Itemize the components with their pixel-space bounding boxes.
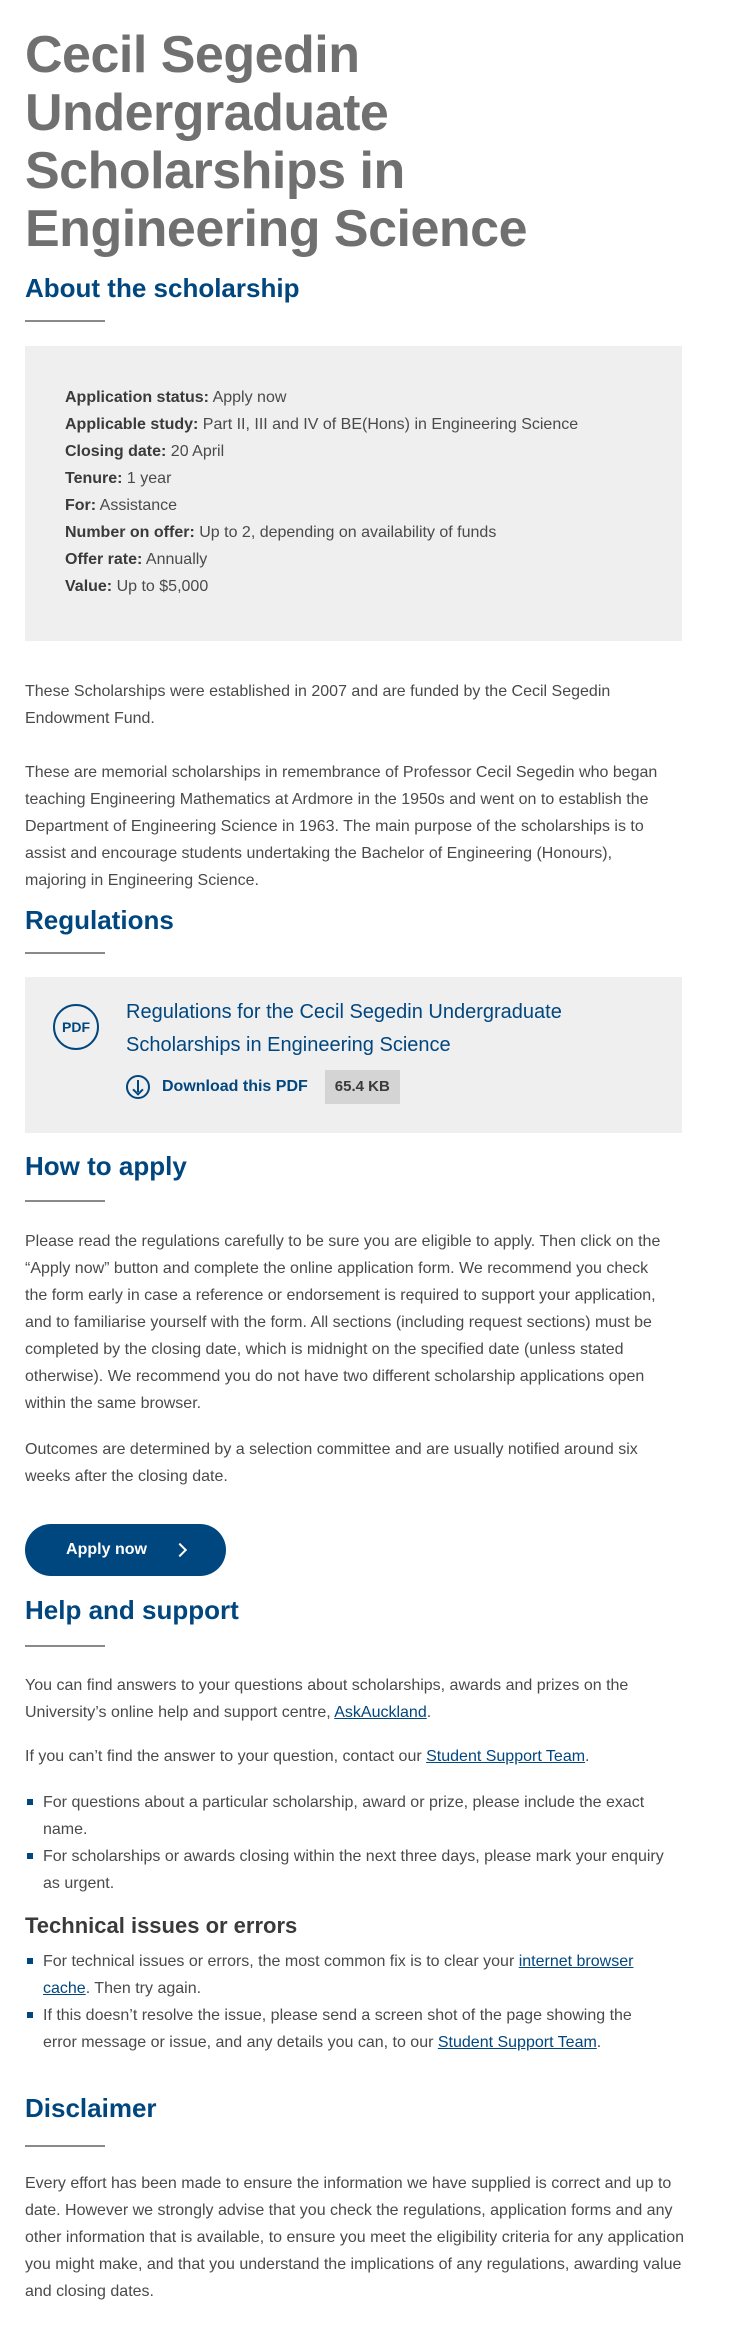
page-title: Cecil Segedin Undergraduate Scholarships in Engineering Science bbox=[25, 26, 527, 258]
scholarship-details-box bbox=[25, 346, 682, 641]
disclaimer-divider bbox=[25, 2145, 105, 2147]
list-item: For scholarships or awards closing within the next three days, please mark your enquiry as urgent. bbox=[25, 1843, 670, 1897]
detail-tenure: Tenure: 1 year bbox=[65, 470, 172, 487]
file-size-badge: 65.4 KB bbox=[325, 1070, 400, 1104]
detail-application-status: Application status: Apply now bbox=[65, 389, 287, 406]
help-divider bbox=[25, 1645, 105, 1647]
browser-cache-link[interactable]: internet browser cache bbox=[43, 1953, 634, 1997]
download-pdf-label: Download this PDF bbox=[162, 1078, 308, 1095]
regulations-divider bbox=[25, 952, 105, 954]
apply-now-label: Apply now bbox=[66, 1541, 147, 1558]
student-support-link[interactable]: Student Support Team bbox=[426, 1748, 586, 1765]
detail-applicable-study: Applicable study: Part II, III and IV of BE(Hons) in Engineering Science bbox=[65, 416, 579, 433]
disclaimer-heading: Disclaimer bbox=[25, 2093, 157, 2123]
how-to-apply-heading: How to apply bbox=[25, 1151, 187, 1181]
how-to-apply-paragraph-2: Outcomes are determined by a selection committee and are usually notified around six weeks after the closing date. bbox=[25, 1441, 638, 1485]
apply-now-button[interactable] bbox=[25, 1524, 226, 1576]
detail-offer-rate: Offer rate: Annually bbox=[65, 551, 208, 568]
detail-value: Value: Up to $5,000 bbox=[65, 578, 209, 595]
how-to-apply-paragraph-1: Please read the regulations carefully to be sure you are eligible to apply. Then click on the “Apply now” button and complete the online application form. We recommend you check the form early in case a reference or endorsement is required to support your application, and to familiarise yourself with the form. All sections (including request sections) must be completed by the closing date, which is midnight on the specified date (unless stated otherwise). We recommend you do not have two different scholarship applications open within the same browser. bbox=[25, 1233, 661, 1412]
technical-issues-heading: Technical issues or errors bbox=[25, 1913, 298, 1938]
regulations-document-link[interactable]: Regulations for the Cecil Segedin Undergraduate Scholarships in Engineering Science bbox=[126, 1001, 562, 1056]
help-heading: Help and support bbox=[25, 1595, 239, 1625]
download-pdf-link[interactable] bbox=[126, 1070, 400, 1104]
about-divider bbox=[25, 320, 105, 322]
about-paragraph-1: These Scholarships were established in 2007 and are funded by the Cecil Segedin Endowment Fund. bbox=[25, 683, 611, 727]
regulations-pdf-card bbox=[25, 977, 682, 1133]
detail-number-on-offer: Number on offer: Up to 2, depending on availability of funds bbox=[65, 524, 497, 541]
about-heading: About the scholarship bbox=[25, 273, 300, 303]
chevron-right-icon bbox=[173, 1543, 187, 1557]
disclaimer-text: Every effort has been made to ensure the information we have supplied is correct and up to date. However we strongly advise that you check the regulations, application forms and any other information that is available, to ensure you meet the eligibility criteria for any application you might make, and that you understand the implications of any regulations, awarding value and closing dates. bbox=[25, 2175, 685, 2300]
pdf-icon: PDF bbox=[53, 1004, 99, 1050]
detail-for: For: Assistance bbox=[65, 497, 178, 514]
help-paragraph-1: You can find answers to your questions about scholarships, awards and prizes on the University’s online help and support centre, AskAuckland. bbox=[25, 1677, 629, 1721]
list-item: If this doesn’t resolve the issue, please send a screen shot of the page showing the error message or issue, and any details you can, to our Student Support Team. bbox=[25, 2002, 670, 2056]
about-paragraph-2: These are memorial scholarships in remembrance of Professor Cecil Segedin who began teaching Engineering Mathematics at Ardmore in the 1950s and went on to establish the Department of Engineering Science in 1963. The main purpose of the scholarships is to assist and encourage students undertaking the Bachelor of Engineering (Honours), majoring in Engineering Science. bbox=[25, 764, 658, 889]
detail-closing-date: Closing date: 20 April bbox=[65, 443, 225, 460]
how-to-apply-divider bbox=[25, 1200, 105, 1202]
help-paragraph-2: If you can’t find the answer to your question, contact our Student Support Team. bbox=[25, 1748, 590, 1765]
student-support-link-2[interactable]: Student Support Team bbox=[437, 2034, 597, 2051]
help-bullet-list bbox=[25, 1789, 670, 1897]
list-item: For technical issues or errors, the most common fix is to clear your internet browser cache. Then try again. bbox=[25, 1948, 670, 2002]
askauckland-link[interactable]: AskAuckland bbox=[334, 1704, 427, 1721]
technical-bullet-list bbox=[25, 1948, 670, 2056]
download-icon bbox=[126, 1075, 150, 1099]
list-item: For questions about a particular scholarship, award or prize, please include the exact name. bbox=[25, 1789, 670, 1843]
regulations-heading: Regulations bbox=[25, 905, 174, 935]
